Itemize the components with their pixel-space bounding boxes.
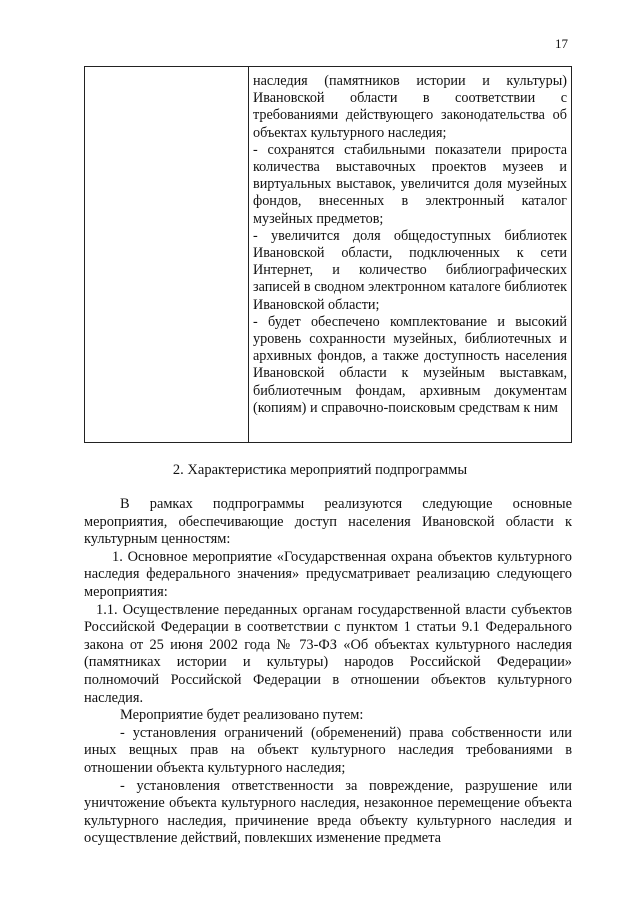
body-paragraph: В рамках подпрограммы реализуются следующие основные мероприятия, обеспечивающие доступ населения Ивановской области к культурным ценностям: — [84, 496, 572, 548]
table-cell-paragraph: - сохранятся стабильными показатели прироста количества выставочных проектов музеев и виртуальных выставок, увеличится доля музейных фондов, внесенных в электронный каталог музейных предметов; — [253, 141, 567, 227]
body-paragraph: - установления ответственности за повреждение, разрушение или уничтожение объекта культурного наследия, незаконное перемещение объекта культурного наследия, причинение вреда объекту культурного наследия и осуществление действий, повлекших изменение предмета — [84, 777, 572, 847]
body-paragraph: 1.1. Осуществление переданных органам государственной власти субъектов Российской Федерации в соответствии с пунктом 1 статьи 9.1 Федерального закона от 25 июня 2002 года № 73-ФЗ «Об объектах культурного наследия (памятниках истории и культуры) народов Российской Федерации» полномочий Российской Федерации в отношении объектов культурного наследия. — [84, 601, 572, 706]
table-cell-paragraph: - увеличится доля общедоступных библиотек Ивановской области, подключенных к сети Интернет, и количество библиографических записей в сводном электронном каталоге библиотек Ивановской области; — [253, 227, 567, 313]
section-heading: 2. Характеристика мероприятий подпрограммы — [172, 462, 468, 478]
body-paragraph: - установления ограничений (обременений) права собственности или иных вещных прав на объект культурного наследия требованиями в отношении объекта культурного наследия; — [84, 724, 572, 776]
table-cell-empty — [85, 67, 248, 442]
section-body — [84, 496, 572, 848]
table-cell-paragraph: наследия (памятников истории и культуры) Ивановской области в соответствии с требованиями действующего законодательства об объектах культурного наследия; — [253, 73, 567, 141]
page-number: 17 — [555, 36, 568, 51]
measures-table — [84, 66, 572, 443]
table-column-divider — [248, 67, 249, 442]
table-cell-paragraph: - будет обеспечено комплектование и высокий уровень сохранности музейных, библиотечных и архивных фондов, а также доступность населения Ивановской области к музейным выставкам, библиотечным фондам, архивным документам (копиям) и справочно-поисковым средствам к ним — [253, 313, 567, 416]
body-paragraph: Мероприятие будет реализовано путем: — [120, 707, 364, 724]
body-paragraph: 1. Основное мероприятие «Государственная охрана объектов культурного наследия федерального значения» предусматривает реализацию следующего мероприятия: — [84, 548, 572, 600]
table-cell-expected-results — [253, 73, 567, 417]
